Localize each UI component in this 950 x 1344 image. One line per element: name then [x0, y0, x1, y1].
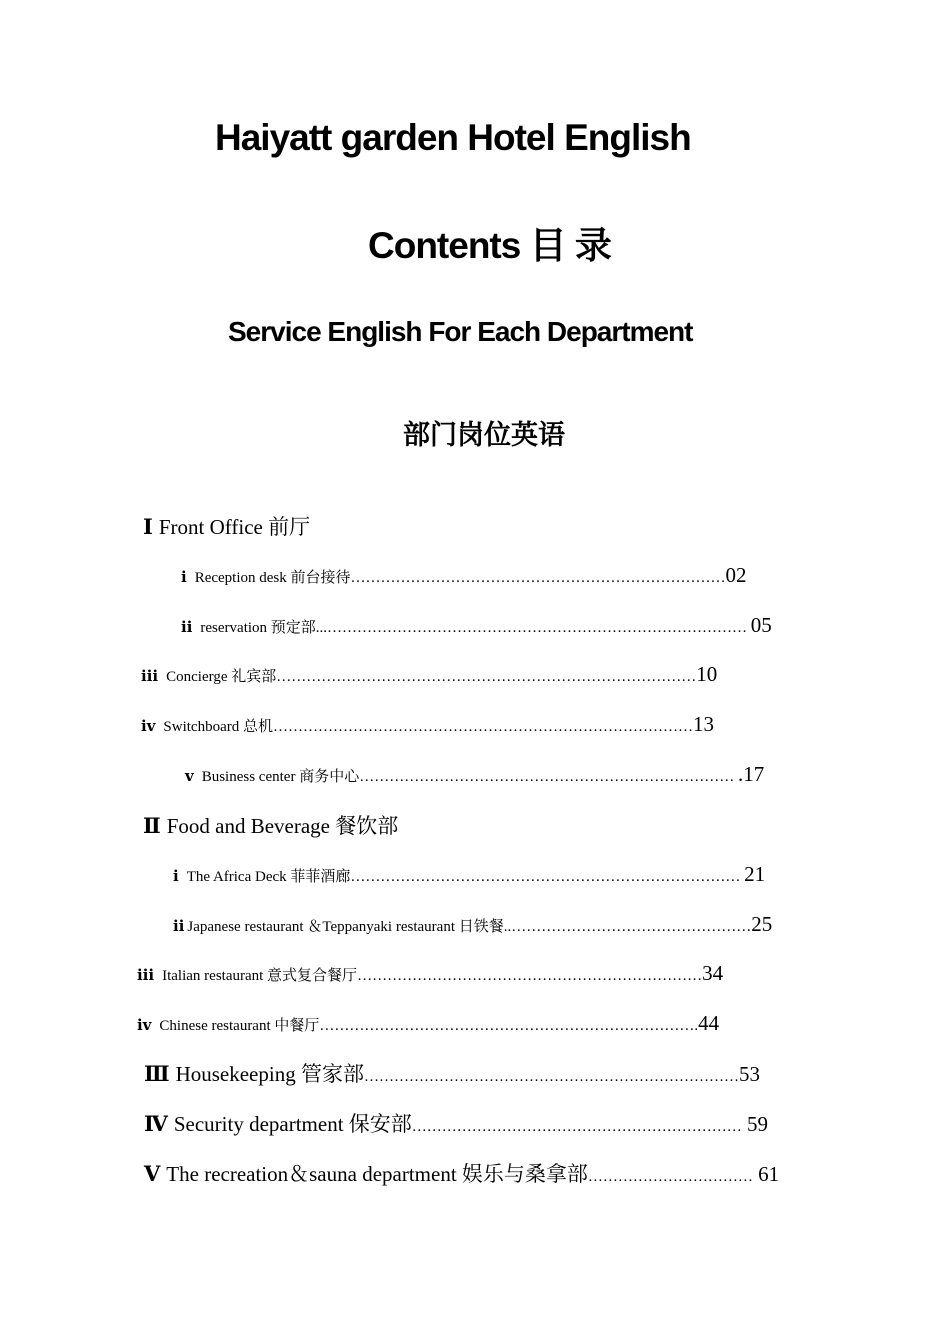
toc-section-food-beverage — [143, 810, 398, 840]
toc-entry-japanese-restaurant — [173, 912, 772, 937]
toc-leader-dots: …………………………… — [587, 1169, 753, 1185]
toc-leader-dots: …………………………………………………………………. — [319, 1018, 699, 1034]
toc-section-housekeeping — [144, 1058, 760, 1088]
toc-entry-number: ⅰ — [181, 570, 187, 586]
toc-entry-africa-deck — [173, 862, 765, 887]
toc-leader-dots: ………………………………………………………………………… — [273, 719, 693, 735]
subtitle-chinese: 部门岗位英语 — [403, 420, 565, 450]
toc-page-number: .17 — [737, 762, 765, 786]
toc-entry-number: ⅴ — [185, 769, 194, 785]
toc-page-number: 34 — [702, 961, 724, 985]
toc-page-number: 02 — [725, 563, 747, 587]
toc-leader-dots: ..………………………………………… — [503, 919, 752, 935]
toc-section-number: Ⅱ — [143, 814, 161, 838]
toc-entry-label: reservation 预定部 — [200, 620, 316, 636]
toc-section-label: Front Office 前厅 — [158, 515, 311, 539]
toc-section-number: Ⅴ — [144, 1162, 161, 1186]
toc-page-number: 44 — [698, 1011, 720, 1035]
toc-section-label: The recreation＆sauna department 娱乐与桑拿部 — [166, 1162, 588, 1186]
toc-entry-italian-restaurant — [137, 961, 723, 986]
toc-section-label: Security department 保安部 — [173, 1112, 412, 1136]
toc-section-number: Ⅰ — [143, 515, 153, 539]
toc-leader-dots: …………………………………………………………………… — [350, 869, 741, 885]
toc-leader-dots: ………………………………………………………………………… — [276, 669, 697, 685]
toc-page-number: 25 — [751, 912, 773, 936]
toc-entry-label: Concierge 礼宾部 — [166, 669, 277, 685]
toc-section-label: Food and Beverage 餐饮部 — [166, 814, 399, 838]
toc-entry-number: ⅰ — [173, 869, 179, 885]
toc-page-number: 59 — [747, 1112, 769, 1136]
toc-section-front-office — [143, 511, 310, 541]
toc-entry-label: Japanese restaurant ＆Teppanyaki restaurant 日铁餐 — [187, 919, 504, 935]
toc-entry-number: ⅱ — [173, 919, 185, 935]
toc-page-number: 05 — [750, 613, 772, 637]
toc-leader-dots: ………………………………………………………………… — [350, 570, 726, 586]
toc-entry-label: Reception desk 前台接待 — [194, 570, 351, 586]
subtitle-english: Service English For Each Department — [228, 316, 693, 347]
contents-heading: Contents 目 录 — [368, 225, 611, 266]
toc-section-number: Ⅳ — [144, 1112, 168, 1136]
toc-entry-label: Chinese restaurant 中餐厅 — [159, 1018, 320, 1034]
toc-entry-number: ⅲ — [141, 669, 159, 685]
toc-page-number: 13 — [693, 712, 714, 736]
toc-page-number: 61 — [758, 1162, 780, 1186]
toc-section-number: Ⅲ — [144, 1062, 170, 1086]
toc-leader-dots: ………………………………………………………… — [411, 1119, 742, 1135]
toc-leader-dots: ………………………………………………………………… — [363, 1069, 739, 1085]
toc-entry-number: ⅳ — [137, 1018, 152, 1034]
toc-leader-dots: ………………………………………………………………… — [359, 769, 735, 785]
toc-leader-dots: ...………………………………………………………………………… — [315, 620, 748, 636]
toc-section-recreation — [144, 1158, 779, 1188]
toc-entry-switchboard — [141, 712, 714, 737]
toc-entry-label: Switchboard 总机 — [163, 719, 273, 735]
toc-entry-business-center — [185, 762, 764, 787]
toc-entry-chinese-restaurant — [137, 1011, 719, 1036]
toc-entry-reservation — [181, 613, 772, 638]
toc-section-security — [144, 1108, 768, 1138]
toc-leader-dots: …………………………………………………………… — [357, 968, 703, 984]
document-title: Haiyatt garden Hotel English — [215, 117, 691, 158]
toc-entry-number: ⅲ — [137, 968, 155, 984]
toc-entry-reception — [181, 563, 747, 588]
toc-page-number: 21 — [744, 862, 766, 886]
toc-section-label: Housekeeping 管家部 — [175, 1062, 364, 1086]
toc-entry-number: ⅱ — [181, 620, 193, 636]
toc-entry-number: ⅳ — [141, 719, 156, 735]
toc-page-number: 53 — [738, 1062, 760, 1086]
toc-entry-label: Business center 商务中心 — [201, 769, 360, 785]
toc-entry-label: The Africa Deck 菲菲酒廊 — [186, 869, 351, 885]
toc-entry-label: Italian restaurant 意式复合餐厅 — [162, 968, 358, 984]
toc-entry-concierge — [141, 662, 717, 687]
toc-page-number: 10 — [696, 662, 718, 686]
